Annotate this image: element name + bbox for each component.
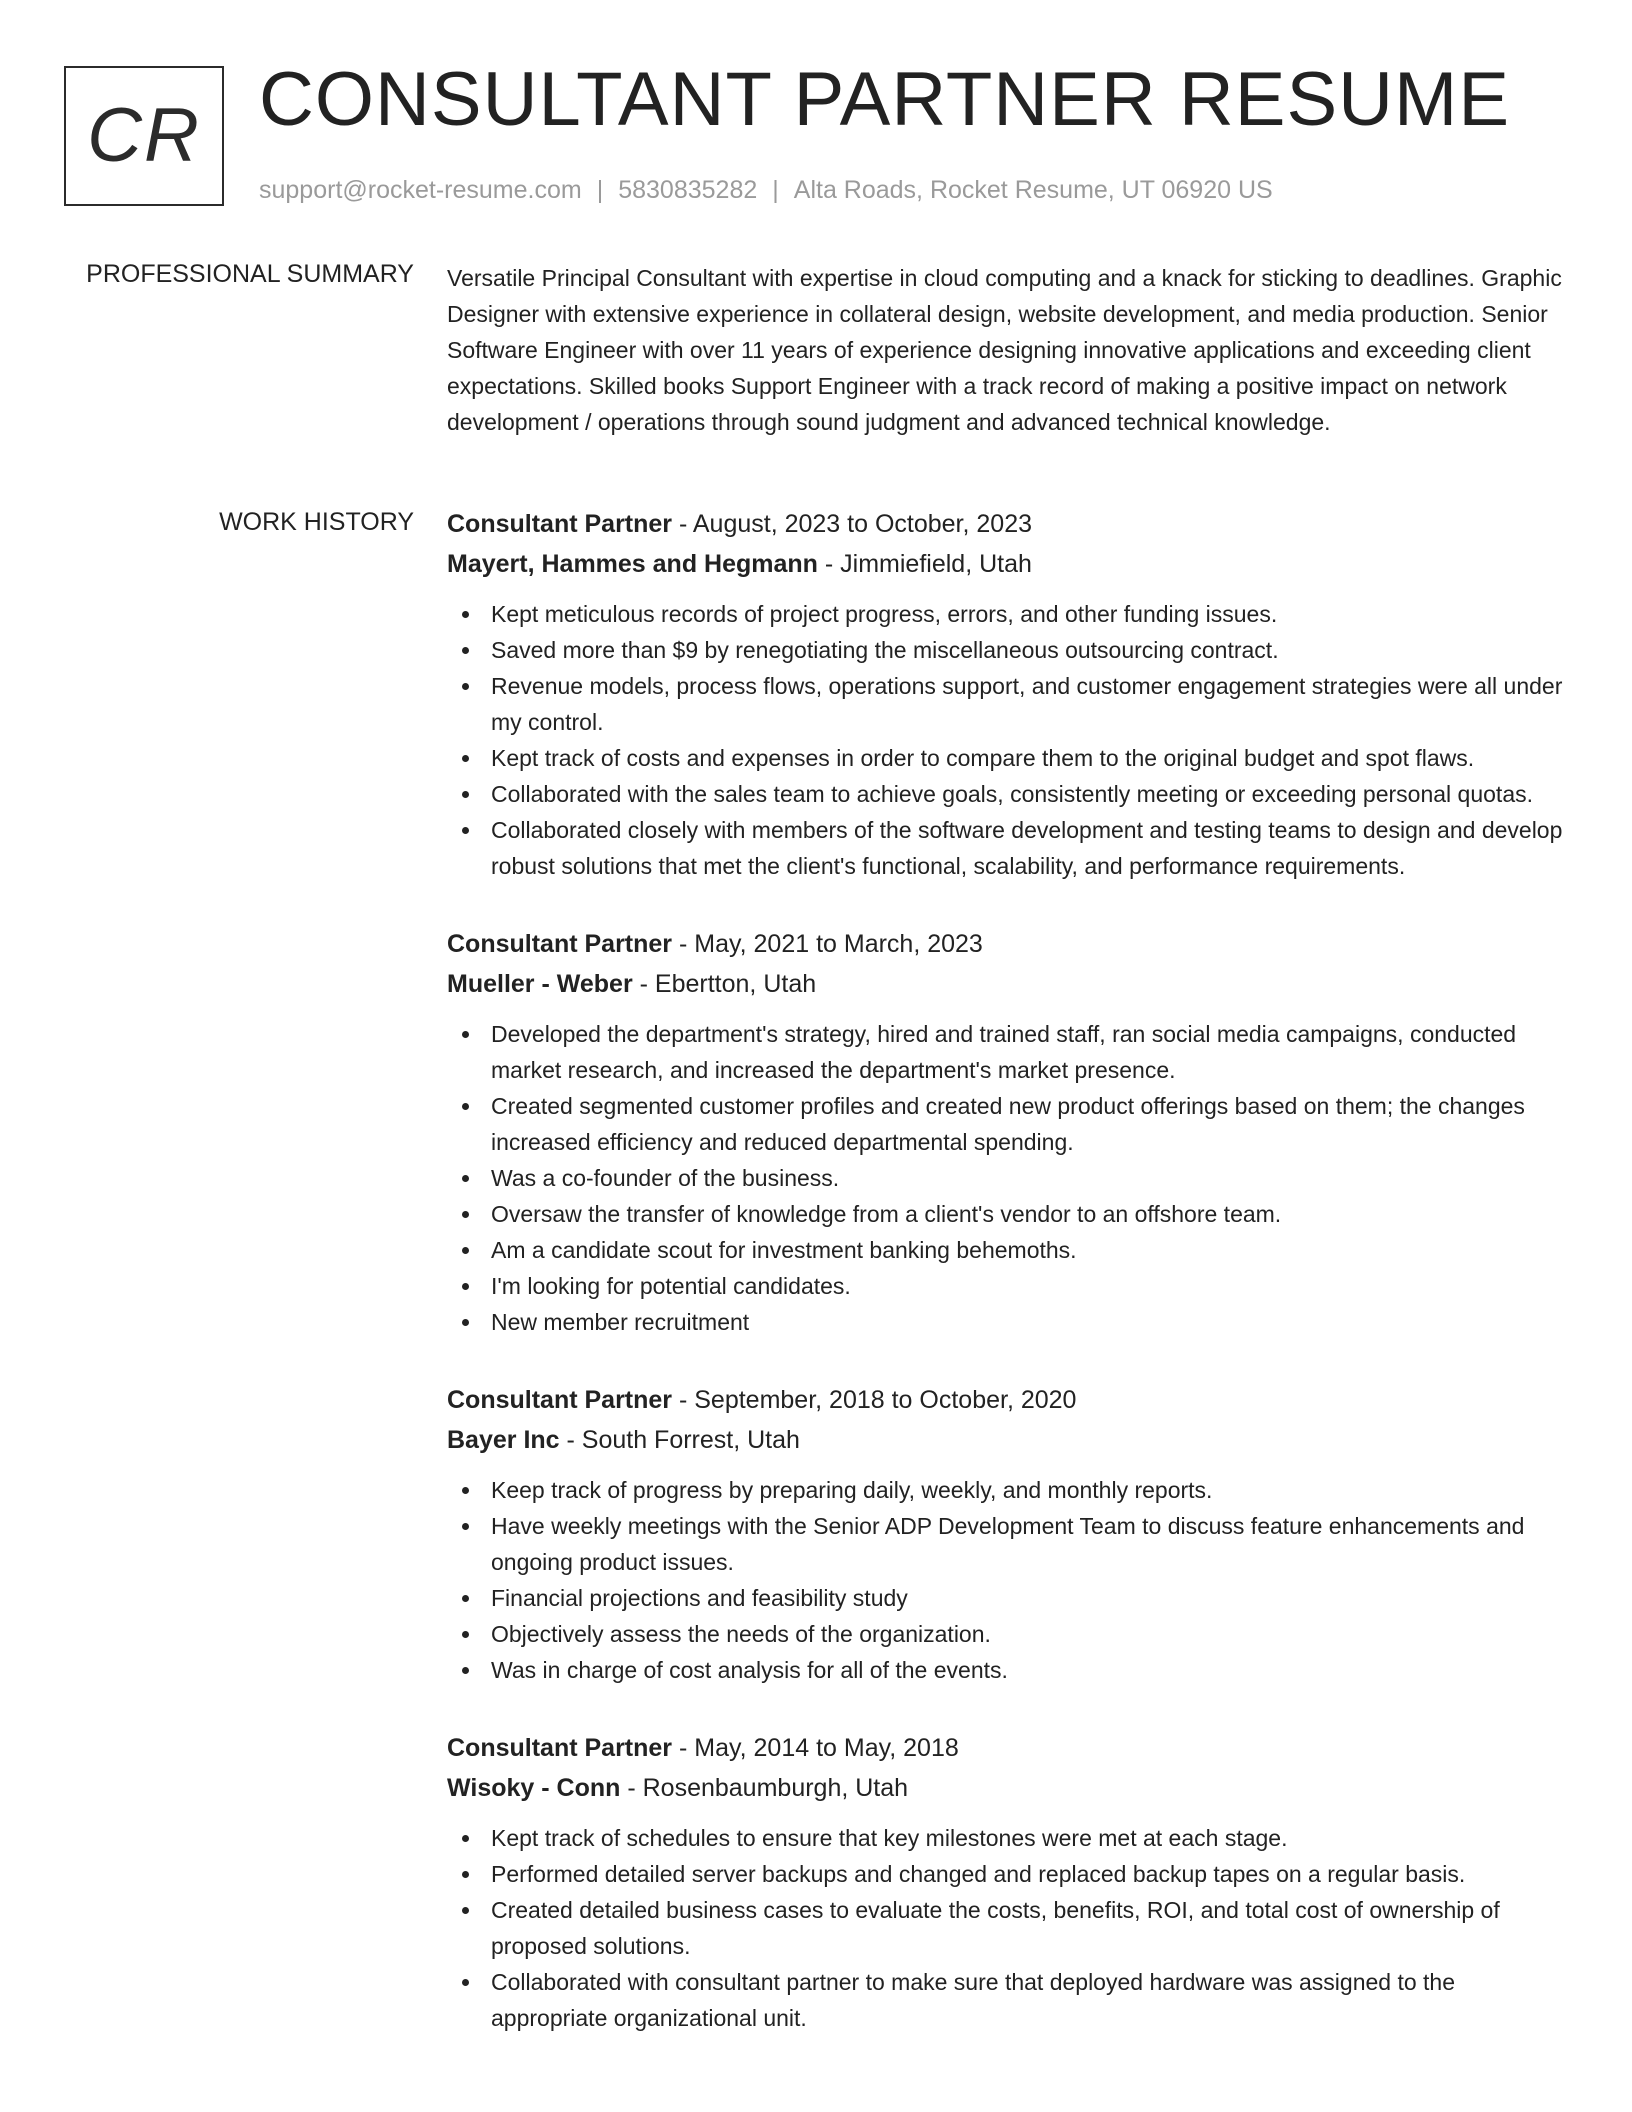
job-bullet: Financial projections and feasibility study (447, 1580, 1563, 1616)
job-title: Consultant Partner (447, 1386, 673, 1414)
job-bullet: I'm looking for potential candidates. (447, 1268, 1563, 1304)
job-company-line (447, 1420, 1563, 1460)
job-bullet: Kept track of costs and expenses in order to compare them to the original budget and spot flaws. (447, 740, 1563, 776)
work-history-heading: WORK HISTORY (219, 508, 414, 536)
job-bullet-list (447, 1820, 1563, 2036)
job-company-line (447, 1768, 1563, 1808)
job-dates: - August, 2023 to October, 2023 (672, 510, 1033, 538)
job-title-line (447, 924, 1563, 964)
job-bullet: Developed the department's strategy, hired and trained staff, ran social media campaigns, conducted market research, and increased the department's market presence. (447, 1016, 1563, 1088)
job-location: - Rosenbaumburgh, Utah (620, 1774, 909, 1802)
resume-title: CONSULTANT PARTNER RESUME (259, 57, 1511, 142)
job-bullet: Have weekly meetings with the Senior ADP Development Team to discuss feature enhancements and ongoing product issues. (447, 1508, 1563, 1580)
job-location: - Jimmiefield, Utah (817, 550, 1032, 578)
contact-separator: | (596, 176, 604, 204)
job-company: Mueller - Weber (447, 970, 633, 998)
job-entry (447, 504, 1563, 884)
job-bullet-list (447, 1472, 1563, 1688)
job-title-line (447, 1728, 1563, 1768)
job-bullet: Kept track of schedules to ensure that key milestones were met at each stage. (447, 1820, 1563, 1856)
job-bullet: Saved more than $9 by renegotiating the miscellaneous outsourcing contract. (447, 632, 1563, 668)
job-title-line (447, 1380, 1563, 1420)
job-bullet: Keep track of progress by preparing daily, weekly, and monthly reports. (447, 1472, 1563, 1508)
job-dates: - May, 2014 to May, 2018 (672, 1734, 959, 1762)
job-title: Consultant Partner (447, 1734, 673, 1762)
job-title: Consultant Partner (447, 930, 673, 958)
job-bullet: New member recruitment (447, 1304, 1563, 1340)
job-company-line (447, 544, 1563, 584)
job-company: Wisoky - Conn (447, 1774, 621, 1802)
job-bullet: Kept meticulous records of project progress, errors, and other funding issues. (447, 596, 1563, 632)
job-bullet: Was in charge of cost analysis for all of the events. (447, 1652, 1563, 1688)
job-bullet: Collaborated with the sales team to achieve goals, consistently meeting or exceeding personal quotas. (447, 776, 1563, 812)
job-bullet: Revenue models, process flows, operations support, and customer engagement strategies were all under my control. (447, 668, 1563, 740)
job-bullet: Collaborated closely with members of the software development and testing teams to design and develop robust solutions that met the client's functional, scalability, and performance requirements. (447, 812, 1563, 884)
job-company: Mayert, Hammes and Hegmann (447, 550, 818, 578)
job-company-line (447, 964, 1563, 1004)
summary-text: Versatile Principal Consultant with expertise in cloud computing and a knack for sticking to deadlines. Graphic Designer with extensive experience in collateral design, website development, and media production. Senior Software Engineer with over 11 years of experience designing innovative applications and exceeding client expectations. Skilled books Support Engineer with a track record of making a positive impact on network development / operations through sound judgment and advanced technical knowledge. (447, 265, 1562, 435)
summary-heading: PROFESSIONAL SUMMARY (86, 260, 414, 288)
job-entry (447, 1380, 1563, 1688)
job-entry (447, 924, 1563, 1340)
contact-address: Alta Roads, Rocket Resume, UT 06920 US (793, 176, 1273, 204)
summary-body (447, 260, 1563, 440)
job-dates: - September, 2018 to October, 2020 (672, 1386, 1077, 1414)
monogram-initials: CR (87, 93, 201, 178)
job-title-line (447, 504, 1563, 544)
job-company: Bayer Inc (447, 1426, 560, 1454)
job-location: - South Forrest, Utah (559, 1426, 800, 1454)
job-bullet-list (447, 596, 1563, 884)
job-bullet: Collaborated with consultant partner to make sure that deployed hardware was assigned to the appropriate organizational unit. (447, 1964, 1563, 2036)
job-bullet: Performed detailed server backups and changed and replaced backup tapes on a regular basis. (447, 1856, 1563, 1892)
contact-phone: 5830835282 (618, 176, 758, 204)
contact-separator: | (772, 176, 779, 204)
job-bullet: Created detailed business cases to evaluate the costs, benefits, ROI, and total cost of ownership of proposed solutions. (447, 1892, 1563, 1964)
job-bullet: Was a co-founder of the business. (447, 1160, 1563, 1196)
job-dates: - May, 2021 to March, 2023 (672, 930, 983, 958)
job-entry (447, 1728, 1563, 2036)
job-bullet: Am a candidate scout for investment banking behemoths. (447, 1232, 1563, 1268)
contact-email: support@rocket-resume.com (259, 176, 582, 204)
job-bullet: Objectively assess the needs of the organization. (447, 1616, 1563, 1652)
job-title: Consultant Partner (447, 510, 673, 538)
job-bullet-list (447, 1016, 1563, 1340)
job-bullet: Created segmented customer profiles and created new product offerings based on them; the changes increased efficiency and reduced departmental spending. (447, 1088, 1563, 1160)
work-history-body (447, 504, 1563, 2076)
monogram-box (64, 66, 224, 206)
job-bullet: Oversaw the transfer of knowledge from a client's vendor to an offshore team. (447, 1196, 1563, 1232)
contact-line (259, 175, 1273, 205)
job-location: - Ebertton, Utah (632, 970, 817, 998)
